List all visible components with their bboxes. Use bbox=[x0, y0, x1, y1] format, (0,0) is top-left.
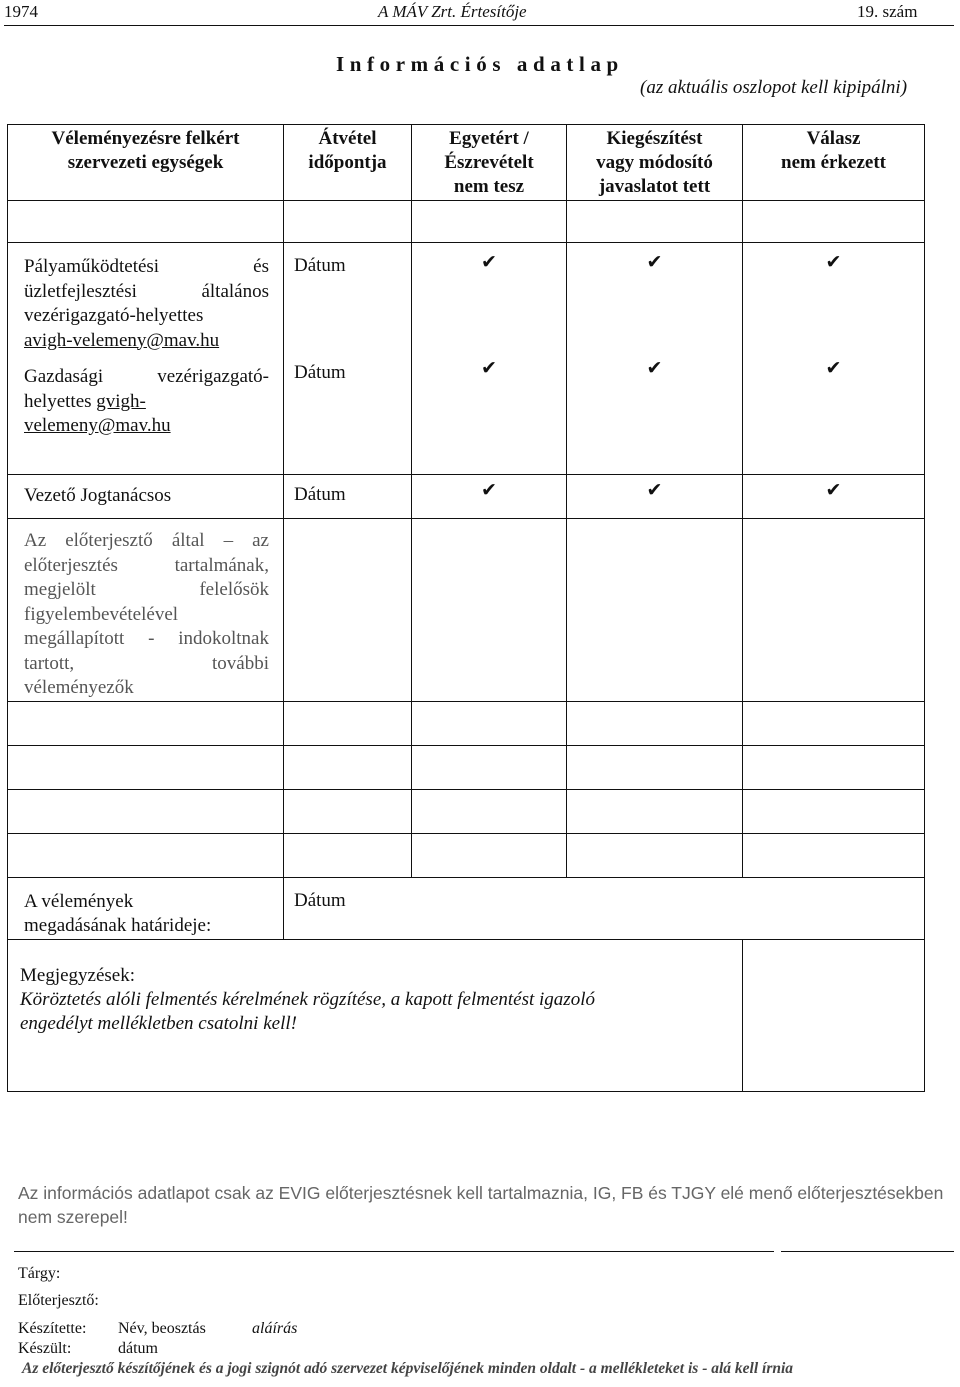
checkmark-icon: ✔ bbox=[825, 251, 842, 273]
unit-cell: Vezető Jogtanácsos bbox=[8, 475, 284, 519]
footnote: Az információs adatlapot csak az EVIG előterjesztésnek kell tartalmaznia, IG, FB és TJGY elé menő előterjesztésekben nem szerepel! bbox=[18, 1183, 944, 1227]
checkmark-icon: ✔ bbox=[646, 251, 663, 273]
remarks-label: Megjegyzések: bbox=[20, 964, 136, 986]
table-row bbox=[8, 745, 925, 789]
table-row bbox=[8, 833, 925, 877]
col-header-agrees: Egyetért / Észrevételt nem tesz bbox=[412, 125, 567, 201]
col-header-amended: Kiegészítést vagy módosító javaslatot tett bbox=[567, 125, 743, 201]
checkmark-icon: ✔ bbox=[481, 251, 497, 273]
prepared-by-value: Név, beosztás bbox=[118, 1320, 206, 1337]
table-row bbox=[8, 243, 925, 475]
signature-label: aláírás bbox=[252, 1320, 298, 1337]
table-row bbox=[8, 789, 925, 833]
col-header-received: Átvétel időpontja bbox=[284, 125, 412, 201]
info-table bbox=[7, 124, 925, 1092]
date-cell bbox=[284, 243, 412, 475]
col-header-no-reply: Válasz nem érkezett bbox=[743, 125, 925, 201]
table-row bbox=[8, 201, 925, 243]
remarks-row bbox=[8, 939, 925, 1091]
email-link[interactable]: gvigh- bbox=[96, 390, 146, 412]
deadline-label: A vélemények megadásának határideje: bbox=[8, 877, 284, 939]
page-number: 1974 bbox=[4, 2, 38, 21]
check-cell[interactable] bbox=[567, 243, 743, 475]
date-value: Dátum bbox=[284, 475, 412, 519]
table-row bbox=[8, 475, 925, 519]
checkmark-icon: ✔ bbox=[481, 357, 497, 379]
publication-title: A MÁV Zrt. Értesítője bbox=[378, 2, 527, 21]
table-row bbox=[8, 701, 925, 745]
issue-number: 19. szám bbox=[857, 2, 918, 21]
page-subtitle: (az aktuális oszlopot kell kipipálni) bbox=[640, 77, 908, 98]
checkmark-icon: ✔ bbox=[646, 357, 663, 379]
date-value: Dátum bbox=[294, 255, 346, 276]
email-link[interactable]: velemeny@mav.hu bbox=[24, 415, 171, 436]
deadline-date: Dátum bbox=[284, 877, 925, 939]
signature-rule bbox=[781, 1251, 954, 1252]
email-link[interactable]: avigh-velemeny@mav.hu bbox=[24, 329, 220, 351]
date-value: Dátum bbox=[294, 362, 346, 383]
check-cell[interactable] bbox=[412, 243, 567, 475]
prepared-by-label: Készítette: bbox=[18, 1320, 87, 1337]
remarks-text: engedélyt mellékletben csatolni kell! bbox=[20, 1012, 297, 1034]
presenter-label: Előterjesztő: bbox=[18, 1292, 99, 1309]
checkmark-icon[interactable]: ✔ bbox=[567, 475, 743, 519]
page-title: Információs adatlap bbox=[336, 52, 624, 76]
table-row bbox=[8, 519, 925, 702]
remarks-cell bbox=[8, 939, 743, 1091]
unit-cell: Pályaműködtetési és üzletfejlesztési általános vezérigazgató-helyettes avigh-velemeny@mav.hu Gazdasági vezérigazgató- helyettes gvigh- velemeny@mav.hu bbox=[8, 243, 284, 475]
checkmark-icon[interactable]: ✔ bbox=[412, 475, 567, 519]
prepared-date: dátum bbox=[118, 1340, 158, 1357]
prepared-label: Készült: bbox=[18, 1340, 72, 1357]
table-header-row bbox=[8, 125, 925, 201]
header-rule bbox=[4, 25, 954, 26]
signature-note: Az előterjesztő készítőjének és a jogi szignót adó szervezet képviselőjének minden oldalt - a mellékleteket is - alá kell írnia bbox=[22, 1360, 794, 1377]
subject-label: Tárgy: bbox=[18, 1265, 61, 1282]
instruction-cell: Az előterjesztő által – az előterjesztés tartalmának, megjelölt felelősök figyelembevételével megállapított - indokoltnak tartott, további véleményezők bbox=[8, 519, 284, 702]
col-header-units: Véleményezésre felkért szervezeti egységek bbox=[8, 125, 284, 201]
checkmark-icon[interactable]: ✔ bbox=[743, 475, 925, 519]
remarks-text: Köröztetés alóli felmentés kérelmének rögzítése, a kapott felmentést igazoló bbox=[20, 988, 595, 1010]
deadline-row bbox=[8, 877, 925, 939]
checkmark-icon: ✔ bbox=[825, 357, 842, 379]
check-cell[interactable] bbox=[743, 243, 925, 475]
signature-rule bbox=[14, 1251, 774, 1252]
